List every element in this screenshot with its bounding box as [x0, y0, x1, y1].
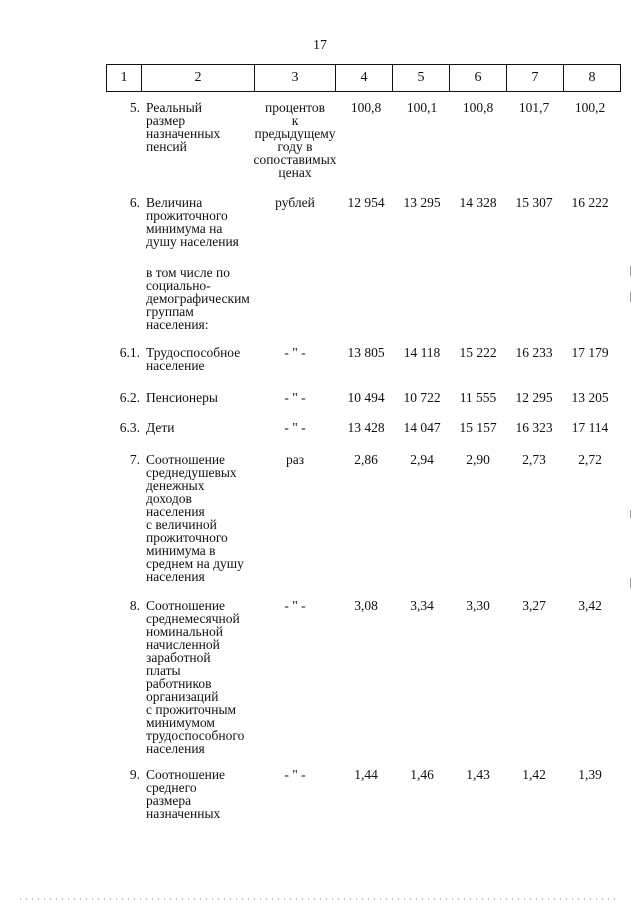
row-value: 2,86	[354, 452, 378, 467]
scan-artifact	[20, 898, 620, 900]
row-value: 3,27	[522, 598, 546, 613]
header-cell: 5	[393, 65, 450, 92]
row-unit: - " -	[284, 767, 306, 782]
row-value: 13 205	[571, 390, 609, 405]
row-number: 6.	[129, 195, 140, 210]
row-label: Трудоспособное население	[146, 345, 241, 373]
row-value: 2,72	[578, 452, 602, 467]
row-number: 6.1.	[119, 345, 140, 360]
row-value: 16 233	[515, 345, 553, 360]
row-value: 12 954	[347, 195, 385, 210]
row-value: 15 157	[459, 420, 497, 435]
row-label: Соотношение среднедушевых денежных доходов населения с величиной прожиточного минимума в среднем на душу населения	[146, 452, 244, 584]
row-label: Дети	[146, 420, 175, 435]
row-value: 100,8	[350, 100, 382, 115]
row-number: 8.	[129, 598, 140, 613]
scan-artifact	[630, 266, 631, 276]
row-value: 11 555	[459, 390, 497, 405]
header-cell: 8	[564, 65, 621, 92]
row-value: 1,46	[410, 767, 434, 782]
row-value: 1,42	[522, 767, 546, 782]
row-value: 2,90	[466, 452, 490, 467]
row-value: 15 222	[459, 345, 497, 360]
row-label: Величина прожиточного минимума на душу населения	[146, 195, 239, 249]
row-value: 13 428	[347, 420, 385, 435]
row-value: 15 307	[515, 195, 553, 210]
row-unit: - " -	[284, 390, 306, 405]
row-value: 3,42	[578, 598, 602, 613]
row-value: 10 722	[403, 390, 441, 405]
row-value: 12 295	[515, 390, 553, 405]
row-value: 16 222	[571, 195, 609, 210]
row-label: Реальный размер назначенных пенсий	[146, 100, 221, 154]
row-unit: - " -	[284, 598, 306, 613]
scan-artifact	[630, 578, 631, 588]
header-cell: 3	[255, 65, 336, 92]
row-value: 1,39	[578, 767, 602, 782]
row-label: в том числе по социально- демографическим группам населения:	[146, 265, 250, 332]
row-number: 6.3.	[119, 420, 140, 435]
row-number: 6.2.	[119, 390, 140, 405]
row-value: 16 323	[515, 420, 553, 435]
row-value: 101,7	[518, 100, 550, 115]
scan-artifact	[630, 510, 631, 518]
row-number: 5.	[129, 100, 140, 115]
scan-artifact	[630, 292, 631, 302]
row-value: 10 494	[347, 390, 385, 405]
header-cell: 1	[107, 65, 142, 92]
row-value: 100,8	[462, 100, 494, 115]
row-label: Соотношение среднемесячной номинальной начисленной заработной платы работников организаций с прожиточным минимумом трудоспособного населения	[146, 598, 245, 756]
row-unit: раз	[285, 452, 305, 467]
row-value: 3,34	[410, 598, 434, 613]
row-value: 14 047	[403, 420, 441, 435]
row-label: Соотношение среднего размера назначенных	[146, 767, 226, 821]
page-number: 17	[313, 38, 327, 53]
row-value: 3,30	[466, 598, 490, 613]
row-number: 9.	[129, 767, 140, 782]
row-number: 7.	[129, 452, 140, 467]
header-cell: 2	[142, 65, 255, 92]
row-unit: - " -	[284, 420, 306, 435]
row-unit: - " -	[284, 345, 306, 360]
row-label: Пенсионеры	[146, 390, 218, 405]
row-value: 100,2	[574, 100, 606, 115]
header-cell: 6	[450, 65, 507, 92]
row-value: 2,94	[410, 452, 434, 467]
row-value: 13 805	[347, 345, 385, 360]
row-unit: рублей	[275, 195, 315, 210]
row-value: 14 328	[459, 195, 497, 210]
row-value: 3,08	[354, 598, 378, 613]
row-value: 1,44	[354, 767, 378, 782]
row-value: 13 295	[403, 195, 441, 210]
row-value: 17 179	[571, 345, 609, 360]
row-value: 17 114	[571, 420, 609, 435]
header-cell: 4	[336, 65, 393, 92]
header-cell: 7	[507, 65, 564, 92]
row-value: 2,73	[522, 452, 546, 467]
row-value: 1,43	[466, 767, 490, 782]
row-value: 14 118	[403, 345, 441, 360]
row-value: 100,1	[406, 100, 438, 115]
row-unit: процентов к предыдущему году в сопоставимых ценах	[253, 100, 337, 180]
table-column-header	[106, 64, 621, 92]
